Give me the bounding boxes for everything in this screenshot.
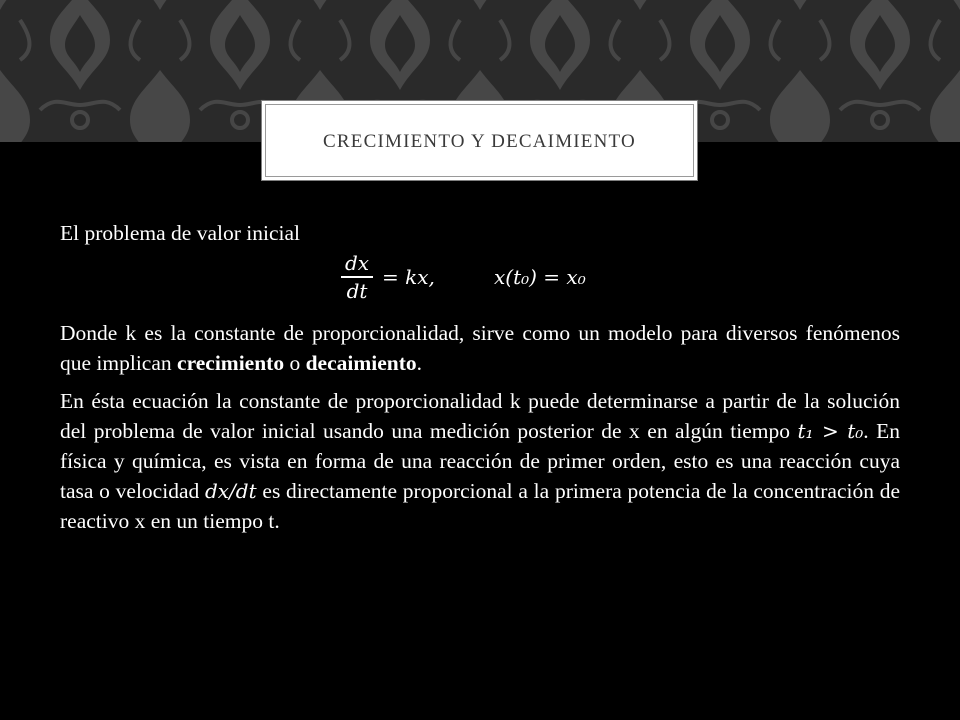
differential-equation <box>60 250 900 310</box>
para2-text-1: En ésta ecuación la constante de proporcionalidad k puede determinarse a partir de la solución del problema de valor inicial usando una medición posterior de x en algún tiempo <box>60 389 900 443</box>
inline-math-dxdt: dx/dt <box>204 479 257 503</box>
para1-text-1: Donde k es la constante de proporcionalidad, sirve como un modelo para diversos fenómenos que implican <box>60 321 900 375</box>
slide-title: CRECIMIENTO Y DECAIMIENTO <box>323 131 636 152</box>
para2-text-3: es directamente proporcional a la primera potencia de la concentración de reactivo x en un tiempo t. <box>60 479 900 533</box>
intro-text: El problema de valor inicial <box>60 221 300 245</box>
title-box <box>261 100 698 181</box>
paragraph-2 <box>60 386 900 536</box>
para2-text-2: . En física y química, es vista en forma de una reacción de primer orden, esto es una reacción cuya tasa o velocidad <box>60 419 900 503</box>
para1-text-3: . <box>416 351 423 375</box>
fraction-denominator: dt <box>346 278 368 303</box>
initial-condition: x(t₀) = x₀ <box>494 265 586 289</box>
fraction-numerator: dx <box>344 251 370 275</box>
derivative-fraction <box>340 250 374 304</box>
bold-crecimiento: crecimiento <box>177 351 285 375</box>
equation-rhs: = kx, <box>382 265 435 289</box>
inline-math-t1-gt-t0: t₁ > t₀ <box>797 419 864 443</box>
slide-content <box>60 218 900 536</box>
para1-text-2: o <box>284 351 306 375</box>
paragraph-1 <box>60 318 900 378</box>
bold-decaimiento: decaimiento <box>305 351 417 375</box>
